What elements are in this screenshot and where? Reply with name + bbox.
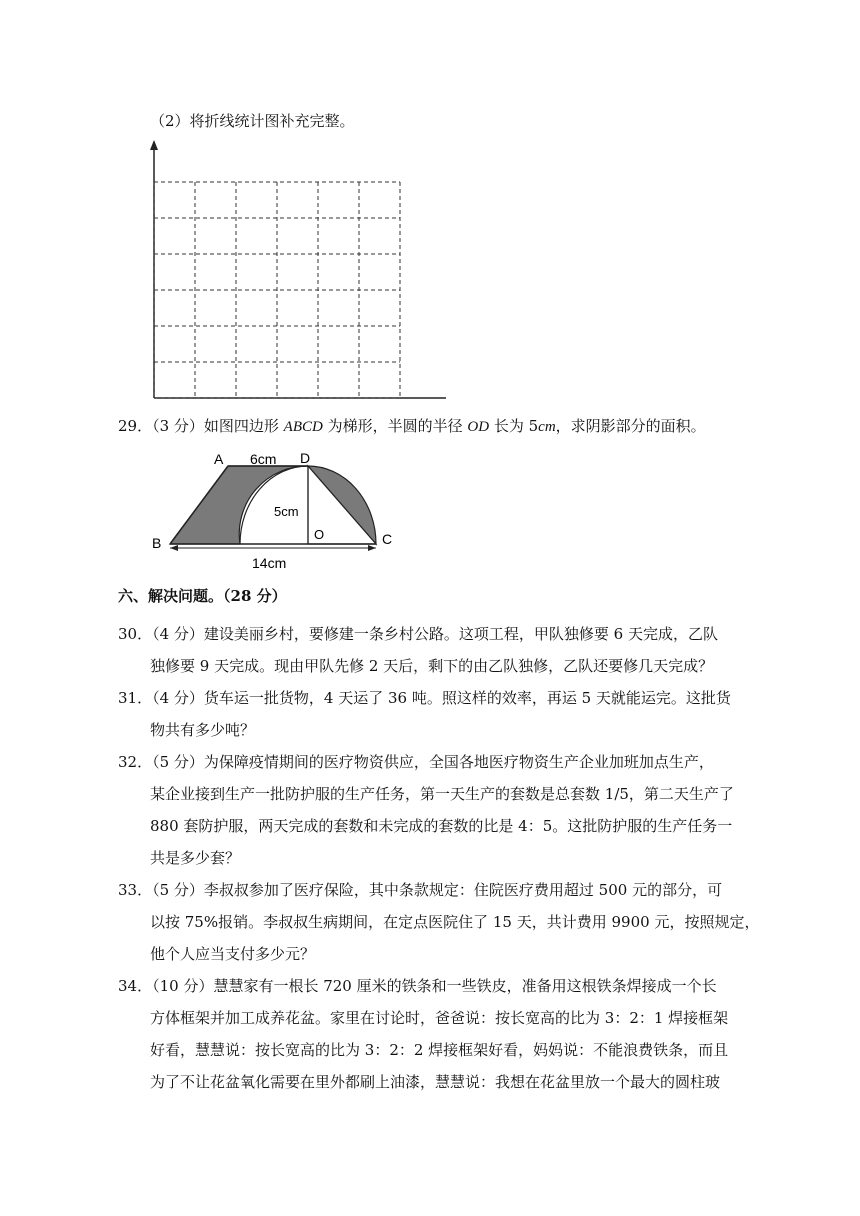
q32-line3: 880 套防护服，两天完成的套数和未完成的套数的比是 4：5。这批防护服的生产任务一 (150, 817, 733, 835)
q34-line4: 为了不让花盆氧化需要在里外都刷上油漆，慧慧说：我想在花盆里放一个最大的圆柱玻 (150, 1073, 721, 1091)
dashed-grid (154, 182, 400, 398)
q30-line2: 独修要 9 天完成。现由甲队先修 2 天后，剩下的由乙队独修，乙队还要修几天完成？ (150, 657, 714, 675)
q34-line3: 好看，慧慧说：按长宽高的比为 3：2：2 焊接框架好看，妈妈说：不能浪费铁条，而且 (150, 1041, 729, 1059)
q34-line1: 34．（10 分）慧慧家有一根长 720 厘米的铁条和一些铁皮，准备用这根铁条焊接成一个长 (118, 977, 717, 995)
label-5cm: 5cm (274, 504, 299, 519)
q33-line3: 他个人应当支付多少元？ (150, 945, 316, 963)
section6-heading: 六、解决问题。（28 分） (118, 587, 287, 605)
empty-line-chart-grid (140, 138, 460, 408)
q34-line2: 方体框架并加工成养花盆。家里在讨论时，爸爸说：按长宽高的比为 3：2：1 焊接框架 (150, 1009, 729, 1027)
label-a: A (214, 451, 224, 467)
label-14cm: 14cm (252, 555, 287, 571)
label-o: O (314, 527, 325, 542)
trapezoid-figure (148, 444, 400, 572)
left-arrow-icon (170, 545, 178, 551)
label-c: C (382, 531, 393, 547)
q32-line2: 某企业接到生产一批防护服的生产任务，第一天生产的套数是总套数 1/5，第二天生产了 (150, 785, 734, 803)
q33-line2: 以按 75%报销。李叔叔生病期间，在定点医院住了 15 天，共计费用 9900 元，按照规定， (150, 913, 760, 931)
q31-line1: 31．（4 分）货车运一批货物，4 天运了 36 吨。照这样的效率，再运 5 天就能运完。这批货 (118, 689, 731, 707)
q33-line1: 33．（5 分）李叔叔参加了医疗保险，其中条款规定：住院医疗费用超过 500 元的部分，可 (118, 881, 723, 899)
q30-line1: 30．（4 分）建设美丽乡村，要修建一条乡村公路。这项工程，甲队独修要 6 天完成，乙队 (118, 625, 718, 643)
right-arrow-icon (368, 545, 376, 551)
label-d: D (300, 450, 311, 466)
label-b: B (152, 535, 162, 551)
q32-line4: 共是多少套？ (150, 849, 241, 867)
y-axis-arrow-icon (150, 140, 158, 150)
q31-line2: 物共有多少吨？ (150, 721, 256, 739)
q29-text: 29．（3 分）如图四边形 ABCD 为梯形，半圆的半径 OD 长为 5cm，求阴影部分的面积。 (118, 417, 706, 435)
q28-part2-text: （2）将折线统计图补充完整。 (150, 112, 355, 130)
label-6cm: 6cm (250, 451, 277, 467)
q32-line1: 32．（5 分）为保障疫情期间的医疗物资供应，全国各地医疗物资生产企业加班加点生产， (118, 753, 714, 771)
